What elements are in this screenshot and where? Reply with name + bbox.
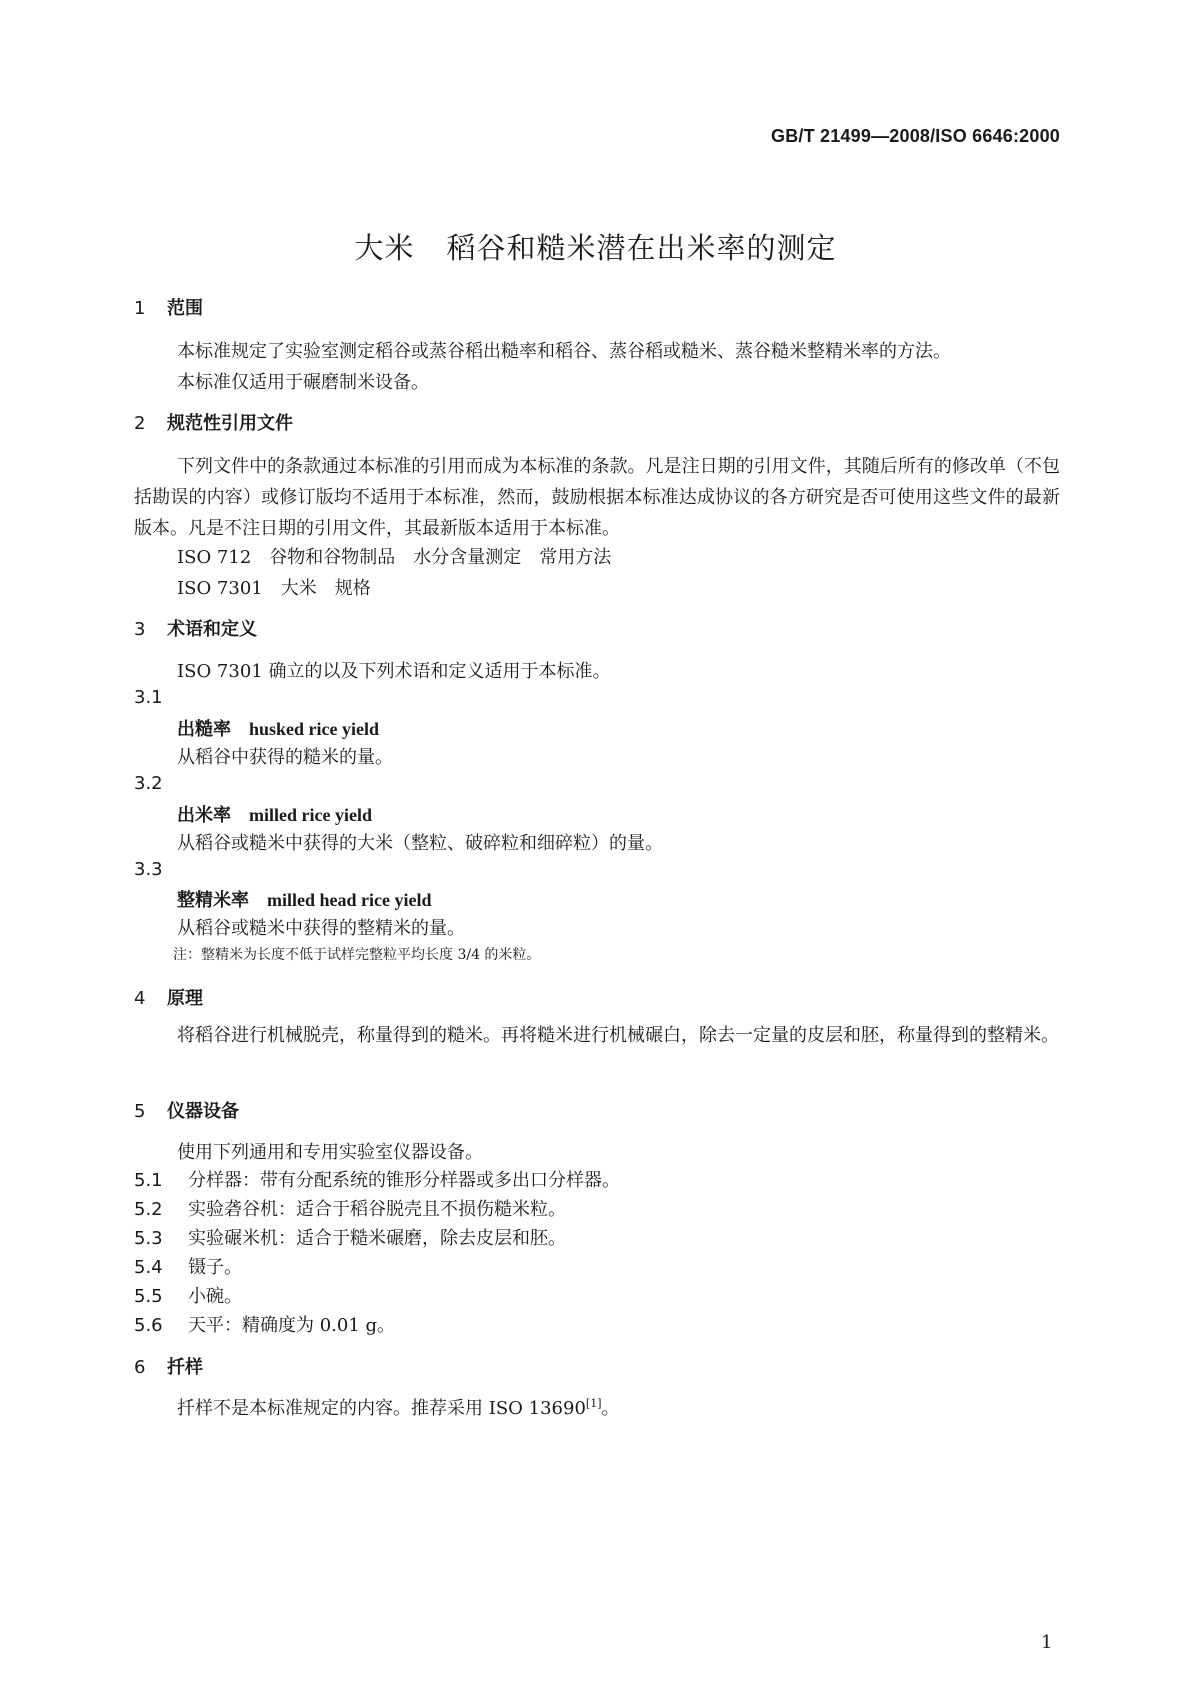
section-3-heading [134, 615, 257, 641]
term-en: milled rice yield [249, 805, 372, 825]
reference-title-part: 常用方法 [539, 547, 612, 568]
section-title: 术语和定义 [167, 619, 257, 640]
term-milled-rice-yield [177, 801, 372, 827]
reference-title-part: 谷物和谷物制品 [269, 547, 396, 568]
paragraph-text-end: 。 [601, 1398, 620, 1419]
term-zh: 出米率 [177, 805, 231, 826]
section-4-paragraph-1: 将稻谷进行机械脱壳，称量得到的糙米。再将糙米进行机械碾白，除去一定量的皮层和胚，称量得到的整精米。 [177, 1025, 1059, 1046]
reference-title-part: 大米 [280, 578, 317, 599]
reference-iso-7301 [177, 574, 371, 600]
item-number: 5.1 [134, 1170, 163, 1191]
section-number: 4 [134, 988, 146, 1009]
section-1-heading [134, 294, 203, 320]
document-title [0, 226, 1191, 267]
equipment-item [134, 1282, 242, 1308]
clause-number-3-2: 3.2 [134, 773, 163, 794]
term-husked-rice-yield [177, 715, 379, 741]
section-2-heading [134, 409, 293, 435]
standard-code: GB/T 21499—2008/ISO 6646:2000 [771, 126, 1060, 146]
item-number: 5.3 [134, 1228, 163, 1249]
section-6-paragraph-1 [177, 1394, 620, 1420]
section-number: 2 [134, 413, 146, 434]
term-definition: 从稻谷或糙米中获得的大米（整粒、破碎粒和细碎粒）的量。 [177, 833, 663, 854]
section-number: 5 [134, 1101, 146, 1122]
equipment-item [134, 1224, 566, 1250]
page-number: 1 [1041, 1632, 1053, 1653]
paragraph-text: 扦样不是本标准规定的内容。推荐采用 ISO 13690 [177, 1398, 586, 1419]
section-5-heading [134, 1097, 239, 1123]
reference-iso-712 [177, 543, 611, 569]
term-zh: 出糙率 [177, 719, 231, 740]
item-number: 5.2 [134, 1199, 163, 1220]
section-number: 6 [134, 1357, 146, 1378]
section-1-paragraph-1: 本标准规定了实验室测定稻谷或蒸谷稻出糙率和稻谷、蒸谷稻或糙米、蒸谷糙米整精米率的方法。 [177, 341, 951, 362]
section-5-paragraph-1: 使用下列通用和专用实验室仪器设备。 [177, 1142, 483, 1163]
item-number: 5.5 [134, 1286, 163, 1307]
item-text: 小碗。 [188, 1286, 242, 1307]
section-1-paragraph-2: 本标准仅适用于碾磨制米设备。 [177, 372, 429, 393]
equipment-item [134, 1253, 242, 1279]
item-number: 5.4 [134, 1257, 163, 1278]
section-2-paragraph-1: 下列文件中的条款通过本标准的引用而成为本标准的条款。凡是注日期的引用文件，其随后所有的修改单（不包括勘误的内容）或修订版均不适用于本标准，然而，鼓励根据本标准达成协议的各方研究是否可使用这些文件的最新版本。凡是不注日期的引用文件，其最新版本适用于本标准。 [134, 456, 1060, 539]
bibliography-reference[interactable]: [1] [585, 1397, 602, 1410]
section-title: 扦样 [167, 1357, 203, 1378]
equipment-item [134, 1195, 566, 1221]
equipment-item [134, 1166, 620, 1192]
item-text: 镊子。 [188, 1257, 242, 1278]
item-text: 实验碾米机：适合于糙米碾磨，除去皮层和胚。 [188, 1228, 566, 1249]
item-number: 5.6 [134, 1315, 163, 1336]
section-6-heading [134, 1353, 203, 1379]
item-text: 天平：精确度为 0.01 g。 [188, 1315, 396, 1336]
reference-title-part: 规格 [334, 578, 371, 599]
clause-number-3-1: 3.1 [134, 687, 163, 708]
section-3-paragraph-1: ISO 7301 确立的以及下列术语和定义适用于本标准。 [177, 661, 611, 682]
reference-code: ISO 712 [177, 547, 252, 568]
title-part-1: 大米 [354, 231, 415, 265]
item-text: 实验砻谷机：适合于稻谷脱壳且不损伤糙米粒。 [188, 1199, 566, 1220]
clause-number-3-3: 3.3 [134, 859, 163, 880]
term-definition: 从稻谷中获得的糙米的量。 [177, 747, 393, 768]
section-4-heading [134, 984, 203, 1010]
item-text: 分样器：带有分配系统的锥形分样器或多出口分样器。 [188, 1170, 620, 1191]
section-number: 1 [134, 298, 146, 319]
reference-title-part: 水分含量测定 [413, 547, 522, 568]
section-title: 规范性引用文件 [167, 413, 293, 434]
section-title: 原理 [167, 988, 203, 1009]
section-title: 仪器设备 [167, 1101, 239, 1122]
title-part-2: 稻谷和糙米潜在出米率的测定 [446, 231, 837, 265]
equipment-item [134, 1311, 395, 1337]
term-zh: 整精米率 [177, 890, 249, 911]
reference-code: ISO 7301 [177, 578, 263, 599]
note: 注：整精米为长度不低于试样完整粒平均长度 3/4 的米粒。 [173, 947, 541, 963]
term-milled-head-rice-yield [177, 886, 431, 912]
section-number: 3 [134, 619, 146, 640]
term-definition: 从稻谷或糙米中获得的整精米的量。 [177, 918, 465, 939]
term-en: husked rice yield [249, 719, 380, 739]
term-en: milled head rice yield [267, 890, 432, 910]
section-title: 范围 [167, 298, 203, 319]
